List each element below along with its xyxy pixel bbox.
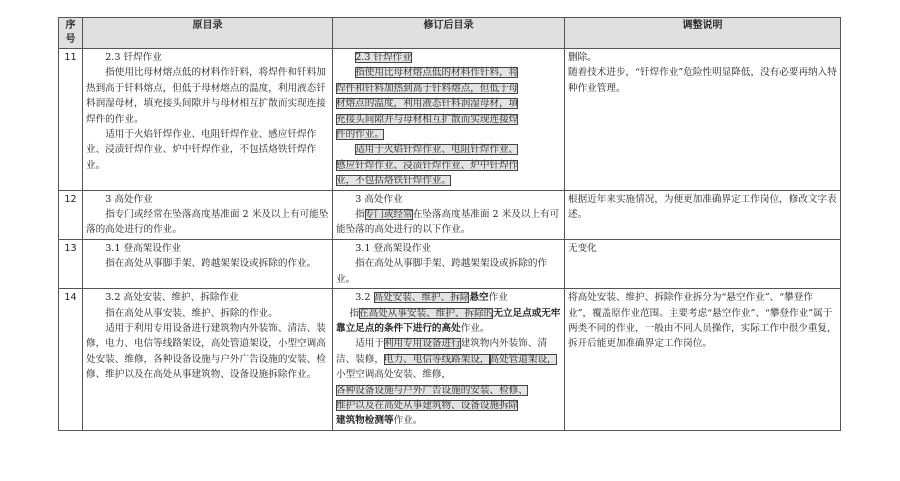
revised-title: 3 高处作业 — [355, 193, 403, 205]
table-row — [59, 289, 841, 431]
original-title: 3.2 高处安装、维护、拆除作业 — [105, 292, 239, 304]
table-row — [59, 239, 841, 288]
row-number: 13 — [59, 239, 83, 288]
deleted-text: 件的作业。 — [336, 129, 384, 141]
header-row — [59, 18, 841, 49]
note-cell: 删除。 随着技术进步，“钎焊作业”危险性明显降低，没有必要再纳入特种作业管理。 — [565, 49, 841, 191]
changed-text: 在高处从事安装、维护、拆除的 — [359, 307, 494, 319]
deleted-text: 2.3 钎焊作业 — [355, 52, 412, 63]
revised-cell: 3 高处作业 指专门或经常在坠落高度基准面 2 米及以上有可能坠落的高处进行的以下作业。 — [333, 190, 565, 239]
row-number: 12 — [59, 190, 83, 239]
deleted-text: 指使用比母材熔点低的材料作钎料，将 — [355, 67, 519, 79]
original-cell — [83, 49, 333, 191]
deleted-text: 材熔点的温度，利用液态钎料润湿母材，填 — [336, 98, 519, 110]
note-cell: 无变化 — [565, 239, 841, 288]
original-definition: 指专门或经常在坠落高度基准面 2 米及以上有可能坠落的高处进行的作业。 — [86, 209, 329, 236]
original-definition: 指在高处从事脚手架、跨越架架设或拆除的作业。 — [105, 258, 317, 270]
original-scope: 适用于火焰钎焊作业、电阻钎焊作业、感应钎焊作业、浸渍钎焊作业、炉中钎焊作业，不包括烙铁钎焊作业。 — [86, 129, 317, 171]
changed-text: 专门或经常 — [364, 209, 413, 221]
original-title: 2.3 钎焊作业 — [105, 52, 162, 63]
revised-title: 3.1 登高架设作业 — [355, 242, 432, 254]
revised-definition: 指在高处从事脚手架、跨越架架设或拆除的作业。 — [336, 258, 548, 285]
header-note: 调整说明 — [565, 18, 841, 49]
original-title: 3 高处作业 — [105, 193, 153, 205]
revised-cell: 3.2 高处安装、维护、拆除悬空作业 指在高处从事安装、维护、拆除的无立足点或无牢靠立足点的条件下进行的高处作业。 适用于利用专用设备进行建筑物内外装饰、清洁、装修，电力、电信等线路架设，高处管道架设，小型空调高处安装、维修， 各种设备设施与户外广告设施的安装、检修、 维护以及在高处从事建筑物、设备设施拆除 建筑物检测等作业。 — [333, 289, 565, 431]
table-row — [59, 190, 841, 239]
header-original: 原目录 — [83, 18, 333, 49]
original-scope: 适用于利用专用设备进行建筑物内外装饰、清洁、装修，电力、电信等线路架设，高处管道架设，小型空调高处安装、维修，各种设备设施与户外广告设施的安装、检修、维护以及在高处从事建筑物、设备设施拆除作业。 — [86, 322, 326, 381]
note-cell: 将高处安装、维护、拆除作业拆分为“悬空作业”、“攀登作业”，覆盖原作业范围。主要考虑“悬空作业”、“攀登作业”属于两类不同的作业，一般由不同人员操作，实际工作中很少重复，拆开后能更加准确界定工作岗位。 — [565, 289, 841, 431]
note-cell: 根据近年来实施情况，为便更加准确界定工作岗位，修改文字表述。 — [565, 190, 841, 239]
revised-cell — [333, 49, 565, 191]
header-no: 序号 — [59, 18, 83, 49]
original-cell — [83, 289, 333, 431]
table-row — [59, 49, 841, 191]
original-title: 3.1 登高架设作业 — [105, 242, 182, 254]
header-revised: 修订后目录 — [333, 18, 565, 49]
original-definition: 指在高处从事安装、维护、拆除的作业。 — [105, 307, 278, 319]
deleted-text: 感应钎焊作业、浸渍钎焊作业、炉中钎焊作 — [336, 159, 519, 171]
row-number: 14 — [59, 289, 83, 431]
changed-text: 各种设备设施与户外广告设施的安装、检修、 — [336, 384, 528, 396]
original-cell — [83, 239, 333, 288]
changed-text: 高处管道架设， — [489, 353, 557, 365]
revised-cell — [333, 239, 565, 288]
deleted-text: 焊件和钎料加热到高于钎料熔点，但低于母 — [336, 82, 519, 94]
deleted-text: 充接头间隙并与母材相互扩散而实现连接焊 — [336, 113, 519, 125]
added-text: 建筑物检测等 — [336, 415, 394, 427]
revision-table — [58, 17, 841, 431]
changed-text: 利用专用设备进行 — [383, 338, 461, 350]
original-cell — [83, 190, 333, 239]
deleted-text: 业，不包括烙铁钎焊作业。 — [336, 175, 452, 187]
row-number: 11 — [59, 49, 83, 191]
changed-text: 电力、电信等线路架设， — [383, 353, 490, 365]
added-text: 无立足点或无牢靠立足点的条件下进行的高处 — [336, 307, 561, 334]
changed-text: 高处安装、维护、拆除 — [373, 292, 470, 304]
changed-text: 维护以及在高处从事建筑物、设备设施拆除 — [336, 399, 519, 411]
original-definition: 指使用比母材熔点低的材料作钎料，将焊件和钎料加热到高于钎料熔点，但低于母材熔点的温度，利用液态钎料润湿母材，填充接头间隙并与母材相互扩散而实现连接焊件的作业。 — [86, 67, 326, 125]
deleted-text: 适用于火焰钎焊作业、电阻钎焊作业、 — [355, 144, 519, 156]
added-text: 悬空 — [469, 292, 489, 304]
